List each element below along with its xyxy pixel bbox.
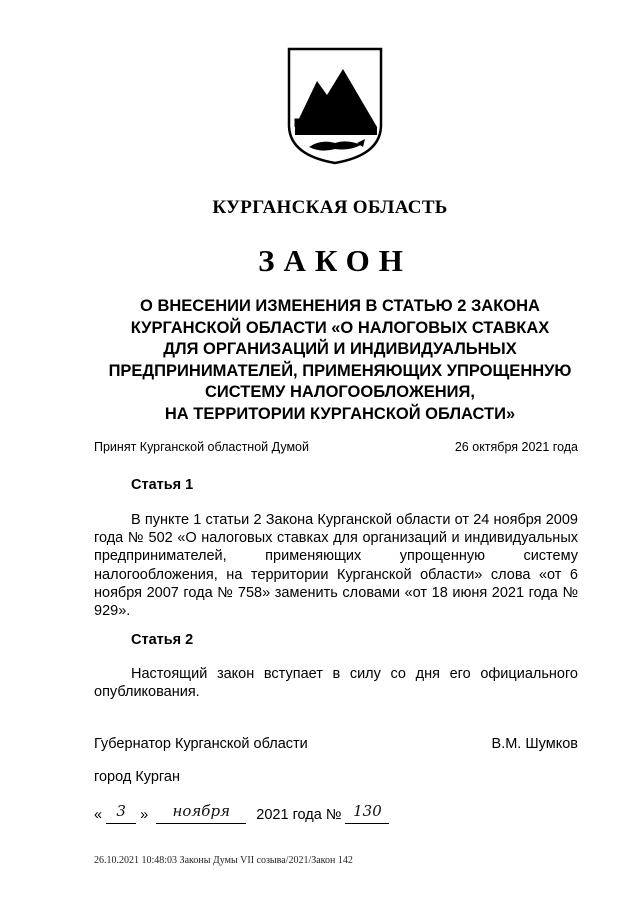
coat-of-arms-emblem xyxy=(287,47,383,165)
law-title xyxy=(60,296,620,425)
law-title-line: НА ТЕРРИТОРИИ КУРГАНСКОЙ ОБЛАСТИ» xyxy=(164,404,516,423)
handwritten-number: 130 xyxy=(353,802,382,820)
adopting-body: Принят Курганской областной Думой xyxy=(94,440,309,454)
law-title-line: ДЛЯ ОРГАНИЗАЦИЙ И ИНДИВИДУАЛЬНЫХ xyxy=(163,340,517,358)
year-and-number-label: 2021 года № xyxy=(256,807,342,823)
article-1-text: В пункте 1 статьи 2 Закона Курганской области от 24 ноября 2009 года № 502 «О налоговых ставках для организаций и индивидуальных предпринимателей, применяющих упрощенную систему налогообложения, на территории Курганской области» слова «от 6 ноября 2007 года № 758» заменить словами «от 18 июня 2021 года № 929». xyxy=(94,512,578,620)
article-2-heading: Статья 2 xyxy=(131,632,194,648)
handwritten-day: 3 xyxy=(116,802,126,820)
handwritten-month: ноября xyxy=(172,802,231,820)
article-1-heading: Статья 1 xyxy=(131,477,194,493)
signature-block xyxy=(94,736,578,752)
signatory-name: В.М. Шумков xyxy=(491,736,578,752)
signing-date-line xyxy=(94,802,389,824)
month-blank xyxy=(156,802,246,824)
open-quote: « xyxy=(94,807,103,823)
law-title-line: СИСТЕМУ НАЛОГООБЛОЖЕНИЯ, xyxy=(205,383,475,401)
article-2-text: Настоящий закон вступает в силу со дня его официального опубликования. xyxy=(94,666,578,701)
place-of-signing: город Курган xyxy=(94,769,180,785)
adoption-date: 26 октября 2021 года xyxy=(454,440,578,454)
signatory-position: Губернатор Курганской области xyxy=(94,736,308,752)
law-title-line: О ВНЕСЕНИИ ИЗМЕНЕНИЯ В СТАТЬЮ 2 ЗАКОНА xyxy=(140,297,540,315)
region-name: КУРГАНСКАЯ ОБЛАСТЬ xyxy=(212,197,448,218)
footer-stamp: 26.10.2021 10:48:03 Законы Думы VII созыва/2021/Закон 142 xyxy=(94,855,353,866)
law-title-line: КУРГАНСКОЙ ОБЛАСТИ «О НАЛОГОВЫХ СТАВКАХ xyxy=(130,318,550,337)
law-title-line: ПРЕДПРИНИМАТЕЛЕЙ, ПРИМЕНЯЮЩИХ УПРОЩЕННУЮ xyxy=(108,361,572,380)
number-blank xyxy=(345,802,389,824)
day-blank xyxy=(106,802,136,824)
adoption-line xyxy=(94,440,578,454)
document-type: ЗАКОН xyxy=(258,243,412,278)
close-quote: » xyxy=(140,807,149,823)
